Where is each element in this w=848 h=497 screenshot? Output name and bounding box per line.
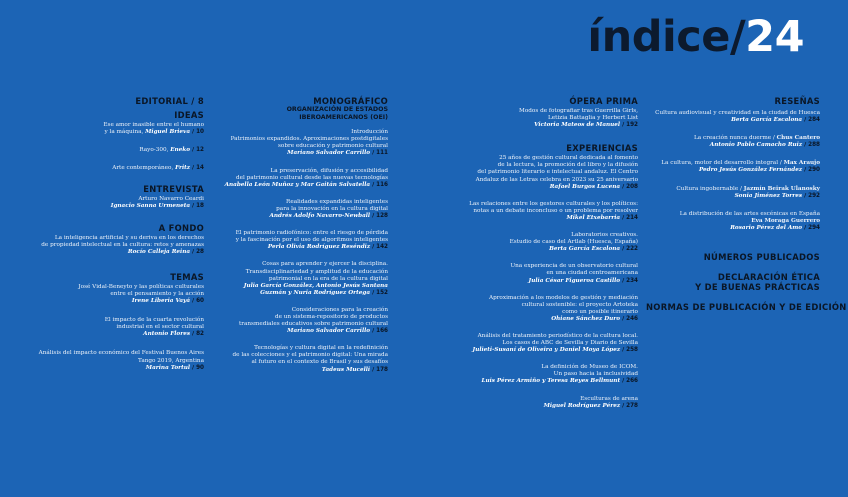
issue-number: 24 bbox=[745, 12, 804, 62]
toc-entry[interactable]: 25 años de gestión cultural dedicada al fomento de la lectura, la promoción del libro y la difusión del patrimonio literario e intelectual andaluz. El Centro Andaluz de las Letras celebra en 2023 su 25 aniversario Rafael Burgos Lucena / 208 bbox=[475, 155, 638, 190]
toc-entry[interactable]: La definición de Museo de ICOM. Un paso hacia la inclusividad Luis Pérez Armiño y Teresa Reyes Bellmunt / 266 bbox=[481, 364, 638, 385]
entry-author: Eneko bbox=[170, 147, 191, 154]
page-number: 288 bbox=[808, 142, 820, 149]
entry-author: Antonio Pablo Camacho Ruiz bbox=[709, 142, 803, 149]
entry-author: Julia García González, Antonio Jesús Santana bbox=[243, 282, 388, 289]
toc-entry[interactable]: La inteligencia artificial y su deriva en los derechos de propiedad intelectual en la cultura: retos y amenazas Rocío Calleja Reina / 28 bbox=[41, 234, 204, 255]
page-number: 90 bbox=[196, 364, 204, 371]
entry-author: Fritz bbox=[175, 165, 191, 172]
page-number: 214 bbox=[626, 214, 638, 221]
toc-entry[interactable]: Consideraciones para la creación de un sistema-repositorio de productos transmediales educativos sobre patrimonio cultural Mariano Salvador Carrillo / 166 bbox=[238, 306, 388, 335]
title-slash: / bbox=[729, 12, 746, 62]
toc-entry[interactable]: Tecnologías y cultura digital en la redefinición de las colecciones y el patrimonio digital: Una mirada al futuro en el contexto de Brasil y sus desafíos Tadeus Mucelli / 178 bbox=[232, 345, 388, 373]
experiencias-heading: EXPERIENCIAS bbox=[566, 143, 638, 154]
toc-entry[interactable]: Ese amor inasible entre el humano y la máquina, Miguel Brieva / 10 bbox=[103, 122, 204, 136]
entry-author: Julieti-Susaní de Oliveira y Daniel Moya López bbox=[472, 347, 621, 354]
entry-author: Luis Pérez Armiño y Teresa Reyes Bellmunt bbox=[481, 378, 621, 385]
page-number: 258 bbox=[626, 347, 638, 354]
page-number: 82 bbox=[196, 331, 204, 338]
ideas-heading: IDEAS bbox=[174, 110, 204, 120]
toc-entry[interactable]: Una experiencia de un observatorio cultural en una ciudad centroamericana Julia César Figueroa Castillo / 234 bbox=[510, 263, 638, 284]
toc-entry[interactable]: Arturo Navarro Ceardi Ignacio Sanna Urmeneta / 18 bbox=[110, 196, 204, 210]
entry-author: Anabella León Muñoz y Mar Gaitán Salvatella bbox=[224, 181, 371, 188]
toc-entry[interactable]: El impacto de la cuarta revolución industrial en el sector cultural Antonio Flores / 82 bbox=[104, 317, 204, 338]
toc-entry[interactable]: Realidades expandidas inteligentes para la innovación en la cultura digital Andrés Adolfo Navarro-Newball / 128 bbox=[269, 198, 388, 220]
page-number: 152 bbox=[376, 289, 388, 296]
toc-entry[interactable]: Cultura audiovisual y creatividad en la ciudad de Huesca Berta García Escalona / 284 bbox=[655, 110, 820, 124]
editorial-heading[interactable]: EDITORIAL / 8 bbox=[135, 96, 204, 106]
column-1 bbox=[8, 92, 204, 382]
entry-author: Andrés Adolfo Navarro-Newball bbox=[269, 213, 371, 220]
entry-author: Berta García Escalona bbox=[731, 117, 803, 124]
page-number: 18 bbox=[196, 203, 204, 210]
toc-entry[interactable]: Cosas para aprender y ejercer la disciplina. Transdisciplinariedad y amplitud de la educación patrimonial en la era de la cultura digital Julia García González, Antonio Jesús Santana Guzmán y Nuria Rodríguez Ortega / 152 bbox=[243, 261, 388, 296]
entry-author: Rosario Pérez del Amo bbox=[730, 224, 803, 231]
toc-entry[interactable]: Introducción Patrimonios expandidos. Aproximaciones postdigitales sobre educación y patrimonio cultural Mariano Salvador Carrillo / 111 bbox=[230, 129, 388, 157]
temas-heading: TEMAS bbox=[170, 271, 204, 282]
page-number: 166 bbox=[376, 328, 388, 335]
toc-entry[interactable]: Arte contemporáneo, Fritz / 14 bbox=[112, 165, 204, 172]
monografico-subtitle: ORGANIZACIÓN DE ESTADOS IBEROAMERICANOS (OEI) bbox=[286, 106, 388, 121]
index-title bbox=[587, 12, 804, 62]
page-number: 10 bbox=[196, 129, 204, 136]
entry-author: Perla Olivia Rodríguez Reséndiz bbox=[267, 244, 371, 251]
entry-author: Berta García Escalona bbox=[549, 246, 621, 253]
entry-author: Miguel Brieva bbox=[145, 129, 191, 136]
toc-entry[interactable]: La cultura, motor del desarrollo integral / Max Araujo Pedro Jesús González Fernández / 290 bbox=[661, 160, 820, 174]
toc-entry[interactable]: Esculturas de arena Miguel Rodríguez Pérez / 278 bbox=[543, 395, 638, 409]
page-number: 60 bbox=[196, 298, 204, 305]
opera-prima-heading: ÓPERA PRIMA bbox=[569, 96, 638, 106]
entry-author: Miguel Rodríguez Pérez bbox=[543, 402, 621, 409]
numeros-publicados-link[interactable]: NÚMEROS PUBLICADOS bbox=[703, 252, 820, 263]
page-number: 284 bbox=[808, 117, 820, 124]
column-3 bbox=[422, 92, 638, 420]
page-number: 14 bbox=[196, 165, 204, 172]
toc-entry[interactable]: La creación nunca duerme / Chus Cantero Antonio Pablo Camacho Ruiz / 288 bbox=[694, 135, 820, 149]
entry-author: Mikel Etxebarria bbox=[566, 214, 621, 221]
page-number: 116 bbox=[376, 181, 388, 188]
entry-author: Marina Tortul bbox=[145, 364, 191, 371]
page-number: 246 bbox=[626, 315, 638, 322]
page-number: 292 bbox=[808, 192, 820, 199]
page-number: 222 bbox=[626, 246, 638, 253]
entry-author: Ignacio Sanna Urmeneta bbox=[110, 203, 191, 210]
toc-entry[interactable]: Análisis del impacto económico del Festival Buenos Aires Tango 2019, Argentina Marina Tortul / 90 bbox=[38, 350, 204, 371]
entry-author: Victoria Mateos de Manuel bbox=[534, 122, 621, 129]
toc-entry[interactable]: La preservación, difusión y accesibilidad del patrimonio cultural desde las nuevas tecnologías Anabella León Muñoz y Mar Gaitán Salvatella / 116 bbox=[224, 167, 388, 188]
page-number: 266 bbox=[626, 378, 638, 385]
entry-author: Ohiane Sánchez Duro bbox=[551, 315, 621, 322]
resenas-heading: RESEÑAS bbox=[774, 96, 820, 106]
entry-author-cont: Guzmán y Nuria Rodríguez Ortega bbox=[260, 289, 371, 296]
toc-entry[interactable]: Aproximación a los modelos de gestión y mediación cultural sostenible: el proyecto Artoteka como un posible itinerario Ohiane Sánchez Duro / 246 bbox=[488, 294, 638, 322]
toc-entry[interactable]: José Vidal-Beneyto y las políticas culturales entre el pensamiento y la acción Irene Liberia Vayá / 60 bbox=[78, 283, 204, 305]
entry-author: Tadeus Mucelli bbox=[321, 366, 371, 373]
page-number: 142 bbox=[376, 244, 388, 251]
toc-entry[interactable]: Cultura ingobernable / Jazmín Beirak Ulanosky Sonia Jiménez Torres / 292 bbox=[676, 185, 820, 199]
entry-author: Antonio Flores bbox=[143, 331, 191, 338]
column-4 bbox=[646, 92, 847, 314]
toc-entry[interactable]: La distribución de las artes escénicas en España Eva Moraga Guerrero Rosario Pérez del Amo / 294 bbox=[679, 210, 820, 231]
column-2 bbox=[210, 92, 388, 384]
toc-entry[interactable]: El patrimonio radiofónico: entre el riesgo de pérdida y la fascinación por el uso de algoritmos inteligentes Perla Olivia Rodríguez Reséndiz / 142 bbox=[235, 230, 388, 251]
entry-author: Rafael Burgos Lucena bbox=[549, 183, 621, 190]
entry-author: Pedro Jesús González Fernández bbox=[698, 167, 803, 174]
entry-author: Mariano Salvador Carrillo bbox=[287, 150, 371, 157]
page-number: 192 bbox=[626, 122, 638, 129]
entry-author: Sonia Jiménez Torres bbox=[734, 192, 803, 199]
afondo-heading: A FONDO bbox=[158, 222, 204, 233]
toc-entry[interactable]: Modos de fotografiar tras Guerrilla Girls, Letizia Battaglia y Herbert List Victoria Mateos de Manuel / 192 bbox=[519, 108, 638, 129]
page-number: 290 bbox=[808, 167, 820, 174]
toc-entry[interactable]: Rayo-300, Eneko / 12 bbox=[139, 147, 204, 154]
page-number: 28 bbox=[196, 248, 204, 255]
normas-publicacion-link[interactable]: NORMAS DE PUBLICACIÓN Y DE EDICIÓN bbox=[646, 302, 847, 313]
entrevista-heading: ENTREVISTA bbox=[143, 184, 204, 195]
page-number: 234 bbox=[626, 277, 638, 284]
page-number: 12 bbox=[196, 147, 204, 154]
monografico-heading: MONOGRÁFICO bbox=[313, 96, 388, 106]
page-number: 294 bbox=[808, 224, 820, 231]
entry-author: Julia César Figueroa Castillo bbox=[528, 277, 621, 284]
toc-entry[interactable]: Las relaciones entre los gestores culturales y los políticos: notas a un debate inconcluso o un problema por resolver Mikel Etxebarria / 214 bbox=[469, 200, 638, 221]
entry-author: Rocío Calleja Reina bbox=[127, 248, 191, 255]
page-number: 178 bbox=[376, 366, 388, 373]
page-number: 111 bbox=[376, 150, 388, 157]
page-number: 278 bbox=[626, 402, 638, 409]
entry-author: Mariano Salvador Carrillo bbox=[287, 328, 371, 335]
entry-author: Irene Liberia Vayá bbox=[131, 298, 191, 305]
page-number: 208 bbox=[626, 183, 638, 190]
page-number: 128 bbox=[376, 213, 388, 220]
title-word: índice bbox=[587, 12, 730, 62]
toc-entry[interactable]: Análisis del tratamiento periodístico de la cultura local. Los casos de ABC de Sevilla y Diario de Sevilla Julieti-Susaní de Oliveira y Daniel Moya López / 258 bbox=[472, 332, 638, 354]
declaracion-etica-link[interactable]: DECLARACIÓN ÉTICA Y DE BUENAS PRÁCTICAS bbox=[695, 272, 820, 293]
toc-entry[interactable]: Laboratorios creativos. Estudio de caso del Artlab (Huesca, España) Berta García Escalona / 222 bbox=[509, 232, 638, 253]
